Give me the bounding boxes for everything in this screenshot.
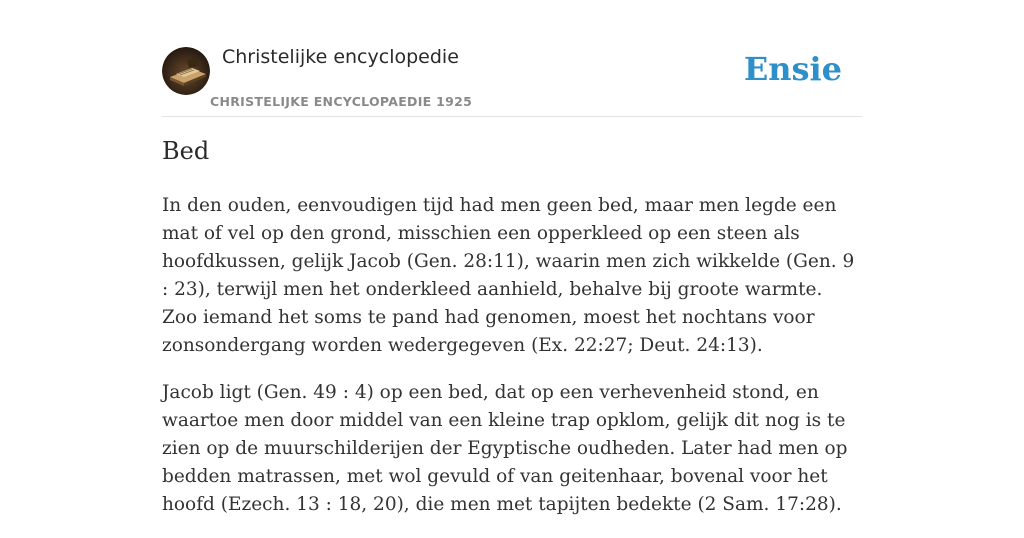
article-body bbox=[162, 192, 862, 538]
site-header bbox=[162, 0, 862, 117]
page-container bbox=[162, 0, 862, 515]
book-photo-icon[interactable] bbox=[162, 47, 210, 95]
collection-label[interactable]: CHRISTELIJKE ENCYCLOPAEDIE 1925 bbox=[210, 94, 473, 109]
site-name[interactable]: Christelijke encyclopedie bbox=[222, 46, 459, 68]
brand-logo[interactable]: Ensie bbox=[743, 50, 842, 88]
article-title: Bed bbox=[162, 137, 210, 165]
article-paragraph: Jacob ligt (Gen. 49 : 4) op een bed, dat op een verhevenheid stond, en waartoe men door middel van een kleine trap opklom, gelijk dit nog is te zien op de muurschilderijen der Egyptische oudheden. Later had men op bedden matrassen, met wol gevuld of van geitenhaar, bovenal voor het hoofd (Ezech. 13 : 18, 20), die men met tapijten bedekte (2 Sam. 17:28). bbox=[162, 382, 848, 515]
article-paragraph: In den ouden, eenvoudigen tijd had men geen bed, maar men legde een mat of vel op den grond, misschien een opperkleed op een steen als hoofdkussen, gelijk Jacob (Gen. 28:11), waarin men zich wikkelde (Gen. 9 : 23), terwijl men het onderkleed aanhield, behalve bij groote warmte. Zoo iemand het soms te pand had genomen, moest het nochtans voor zonsondergang worden wedergegeven (Ex. 22:27; Deut. 24:13). bbox=[162, 195, 855, 356]
